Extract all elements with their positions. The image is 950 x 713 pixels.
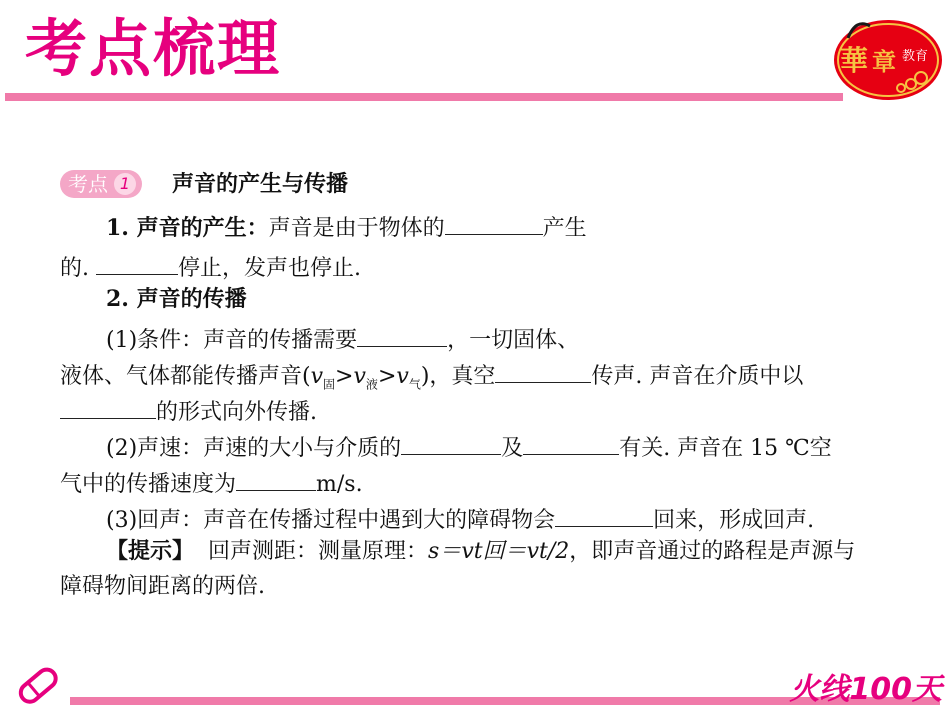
badge-label: 考点 <box>68 172 108 196</box>
sub-gas: 气 <box>408 377 421 392</box>
hint-label: 【提示】 <box>106 538 195 564</box>
svg-text:章: 章 <box>872 48 896 76</box>
speed-line1 <box>106 432 832 460</box>
speed-unit: m/s. <box>316 472 363 497</box>
echo-text-b: 回来，形成回声. <box>653 508 815 533</box>
v-solid: v <box>310 364 324 389</box>
speed-text-b: 及 <box>501 436 524 461</box>
cond-line3 <box>60 396 317 424</box>
publisher-logo <box>826 8 944 104</box>
badge-number: 1 <box>114 173 136 195</box>
section-title: 声音的产生与传播 <box>172 171 349 197</box>
section-badge <box>60 170 142 198</box>
section-header <box>60 170 348 198</box>
blank-vibration-stop <box>96 252 178 275</box>
page-title: 考点梳理 <box>25 12 282 85</box>
item1-label: 1. 声音的产生： <box>106 215 269 241</box>
v-liquid: v <box>353 364 366 389</box>
blank-wave <box>60 396 156 419</box>
blank-temperature <box>523 432 619 455</box>
cond-text-b: ，一切固体、 <box>447 328 580 353</box>
svg-text:教育: 教育 <box>902 49 929 64</box>
cond-text-c: 液体、气体都能传播声音( <box>60 364 311 389</box>
blank-medium-type <box>401 432 501 455</box>
blank-speed-value <box>236 468 316 491</box>
speed-text-a: (2)声速：声速的大小与介质的 <box>106 436 402 461</box>
cond-line2 <box>60 360 803 390</box>
item1-text-b: 产生 <box>542 216 587 241</box>
blank-vacuum <box>495 360 591 383</box>
sub-liquid: 液 <box>365 377 378 392</box>
echo-formula: s＝vt回＝vt/2 <box>428 539 570 564</box>
cond-line1 <box>106 324 579 352</box>
item1-line1 <box>106 212 587 240</box>
item2-heading: 2. 声音的传播 <box>106 286 247 312</box>
v-gas: v <box>396 364 409 389</box>
pencil-icon <box>14 664 64 706</box>
cond-text-e: 传声. 声音在介质中以 <box>591 364 804 389</box>
hint-line1 <box>106 540 855 563</box>
cond-text-f: 的形式向外传播. <box>156 400 317 425</box>
svg-text:華: 華 <box>840 44 869 77</box>
hint-text-a: 回声测距：测量原理： <box>208 539 429 564</box>
header-divider <box>5 93 843 101</box>
gt-1: > <box>335 364 354 389</box>
cond-text-a: (1)条件：声音的传播需要 <box>106 328 358 353</box>
speed-text-d: 气中的传播速度为 <box>60 472 237 497</box>
speed-line2 <box>60 468 363 496</box>
item1-text-a: 声音是由于物体的 <box>268 216 445 241</box>
blank-reflected <box>555 504 653 527</box>
speed-text-c: 有关. 声音在 15 ℃空 <box>619 436 832 461</box>
sub-solid: 固 <box>323 377 336 392</box>
echo-line <box>106 504 814 532</box>
gt-2: > <box>377 364 397 389</box>
hint-text-b: ，即声音通过的路程是声源与 <box>569 539 856 564</box>
footer-brand: 火线100天 <box>789 672 942 707</box>
cond-text-d: )，真空 <box>420 364 496 389</box>
blank-medium <box>357 324 447 347</box>
blank-vibration <box>445 212 543 235</box>
logo-emblem-icon <box>826 8 944 104</box>
item1-line2 <box>60 252 361 280</box>
item1-text-c: 的. <box>60 256 89 281</box>
echo-text-a: (3)回声：声音在传播过程中遇到大的障碍物会 <box>106 508 556 533</box>
hint-line2: 障碍物间距离的两倍. <box>60 574 265 599</box>
item1-text-d: 停止，发声也停止. <box>178 256 361 281</box>
